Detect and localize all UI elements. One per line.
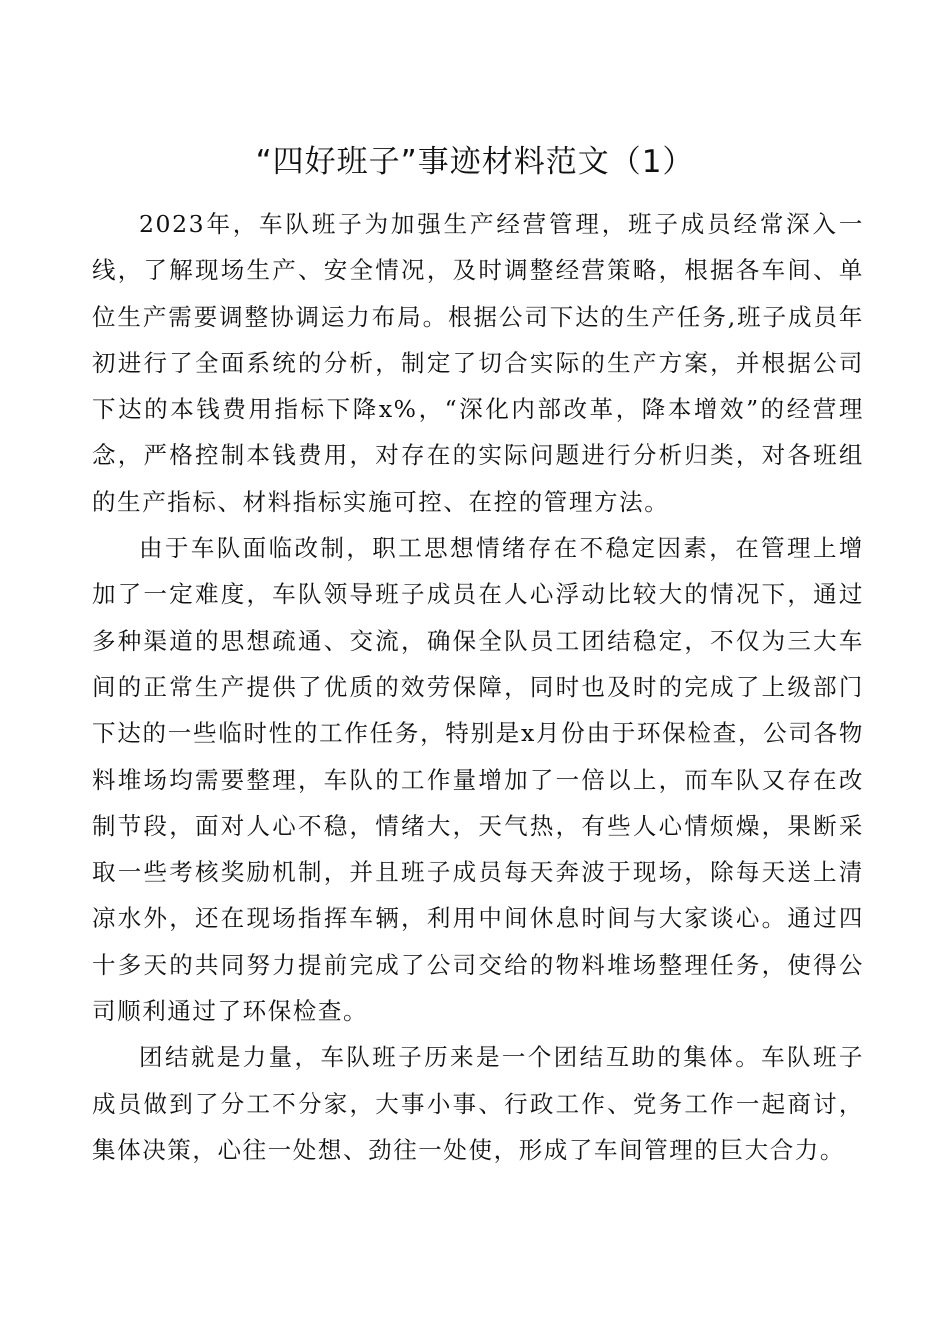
- document-body: [92, 201, 864, 1173]
- paragraph-2: 由于车队面临改制，职工思想情绪存在不稳定因素，在管理上增加了一定难度，车队领导班子成员在人心浮动比较大的情况下，通过多种渠道的思想疏通、交流，确保全队员工团结稳定，不仅为三大车间的正常生产提供了优质的效劳保障，同时也及时的完成了上级部门下达的一些临时性的工作任务，特别是x月份由于环保检查，公司各物料堆场均需要整理，车队的工作量增加了一倍以上，而车队又存在改制节段，面对人心不稳，情绪大，天气热，有些人心情烦燥，果断采取一些考核奖励机制，并且班子成员每天奔波于现场，除每天送上清凉水外，还在现场指挥车辆，利用中间休息时间与大家谈心。通过四十多天的共同努力提前完成了公司交给的物料堆场整理任务，使得公司顺利通过了环保检查。: [92, 534, 864, 1026]
- paragraph-3: 团结就是力量，车队班子历来是一个团结互助的集体。车队班子成员做到了分工不分家，大事小事、行政工作、党务工作一起商讨，集体决策，心往一处想、劲往一处使，形成了车间管理的巨大合力。: [92, 1043, 864, 1164]
- paragraph-1: 2023年，车队班子为加强生产经营管理，班子成员经常深入一线，了解现场生产、安全情况，及时调整经营策略，根据各车间、单位生产需要调整协调运力布局。根据公司下达的生产任务,班子成员年初进行了全面系统的分析，制定了切合实际的生产方案，并根据公司下达的本钱费用指标下降x%，“深化内部改革，降本增效”的经营理念，严格控制本钱费用，对存在的实际问题进行分析归类，对各班组的生产指标、材料指标实施可控、在控的管理方法。: [92, 210, 864, 516]
- document-title: “四好班子”事迹材料范文（1）: [255, 144, 695, 180]
